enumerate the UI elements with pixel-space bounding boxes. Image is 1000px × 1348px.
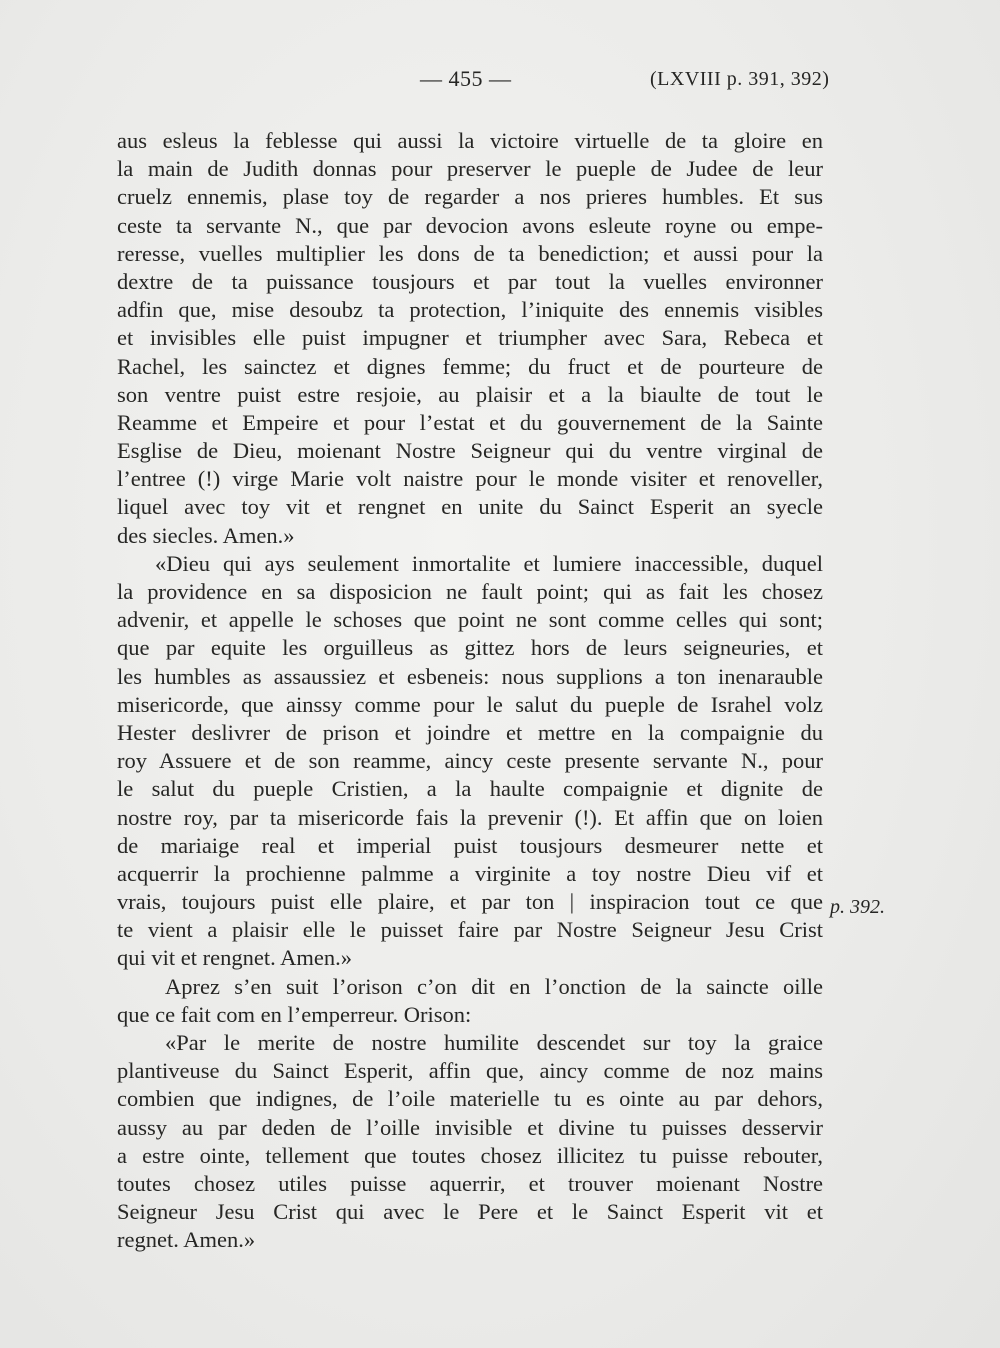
text-line: acquerrir la prochienne palmme a virginite a toy nostre Dieu vif et [117,860,823,886]
text-line: l’entree (!) virge Marie volt naistre pour le monde visiter et renoveller, [117,466,823,492]
margin-page-marker: p. 392. [830,896,885,918]
text-line: que par equite les orguilleus as gittez hors de leurs seigneuries, et [117,635,823,661]
text-line: toutes chosez utiles puisse aquerrir, et trouver moienant Nostre [117,1170,823,1196]
text-line: Seigneur Jesu Crist qui avec le Pere et le Sainct Esperit vit et [117,1199,823,1225]
page-number: — 455 — [420,66,512,91]
text-line: que ce fait com en l’emperreur. Orison: [117,1001,472,1027]
text-line: Reamme et Empeire et pour l’estat et du gouvernement de la Sainte [117,409,823,435]
paragraph-start: «Par le merite de nostre humilite descendet sur toy la graice [165,1030,823,1055]
text-line: aus esleus la feblesse qui aussi la victoire virtuelle de ta gloire en [117,128,823,153]
text-line: dextre de ta puissance tousjours et par tout la vuelles environner [117,268,823,294]
text-line: adfin que, mise desoubz ta protection, l’iniquite des ennemis visibles [117,297,823,323]
text-line: aussy au par deden de l’oille invisible et divine tu puisses desservir [117,1114,823,1140]
text-line: le salut du pueple Cristien, a la haulte compaignie et dignite de [117,776,823,802]
text-line: regnet. Amen.» [117,1227,256,1253]
text-line: de mariaige real et imperial puist tousjours desmeurer nette et [117,832,823,858]
text-line: roy Assuere et de son reamme, aincy ceste presente servante N., pour [117,748,823,774]
body-text [117,127,823,1255]
text-line: des siecles. Amen.» [117,522,295,548]
text-line: Hester deslivrer de prison et joindre et mettre en la compaignie du [117,719,823,745]
text-line: te vient a plaisir elle le puisset faire par Nostre Seigneur Jesu Crist [117,917,823,943]
text-line: la providence en sa disposicion ne fault point; qui as fait les chosez [117,579,823,604]
text-line: nostre roy, par ta misericorde fais la prevenir (!). Et affin que on loien [117,804,823,830]
text-line: les humbles as assaussiez et esbeneis: nous supplions a ton inenarauble [117,663,823,689]
text-line: a estre ointe, tellement que toutes chosez illicitez tu puisse rebouter, [117,1142,823,1168]
text-line: son ventre puist estre resjoie, au plaisir et a la biaulte de tout le [117,381,823,407]
text-line: vrais, toujours puist elle plaire, et par ton | inspiracion tout ce que [117,889,823,915]
paragraph-start: «Dieu qui ays seulement inmortalite et lumiere inaccessible, duquel [155,550,823,576]
text-line: Esglise de Dieu, moienant Nostre Seigneur qui du ventre virginal de [117,438,823,464]
text-line: et invisibles elle puist impugner et triumpher avec Sara, Rebeca et [117,325,823,351]
text-line: Rachel, les sainctez et dignes femme; du fruct et de pourteure de [117,353,823,379]
text-line: liquel avec toy vit et rengnet en unite du Sainct Esperit an syecle [117,494,823,520]
text-line: plantiveuse du Sainct Esperit, affin que, aincy comme de noz mains [117,1058,823,1084]
text-line: combien que indignes, de l’oile materielle tu es ointe au par dehors, [117,1086,823,1112]
page-reference: (LXVIII p. 391, 392) [650,68,830,90]
text-line: qui vit et rengnet. Amen.» [117,945,352,971]
text-line: ceste ta servante N., que par devocion avons esleute royne ou empe- [117,212,823,238]
text-line: misericorde, que ainssy comme pour le salut du pueple de Israhel volz [117,691,823,717]
text-line: reresse, vuelles multiplier les dons de ta benediction; et aussi pour la [117,240,823,266]
text-line: advenir, et appelle le schoses que point ne sont comme celles qui sont; [117,607,823,633]
paragraph-start: Aprez s’en suit l’orison c’on dit en l’onction de la saincte oille [165,973,823,999]
text-line: cruelz ennemis, plase toy de regarder a nos prieres humbles. Et sus [117,184,823,210]
text-line: la main de Judith donnas pour preserver le pueple de Judee de leur [117,156,823,182]
